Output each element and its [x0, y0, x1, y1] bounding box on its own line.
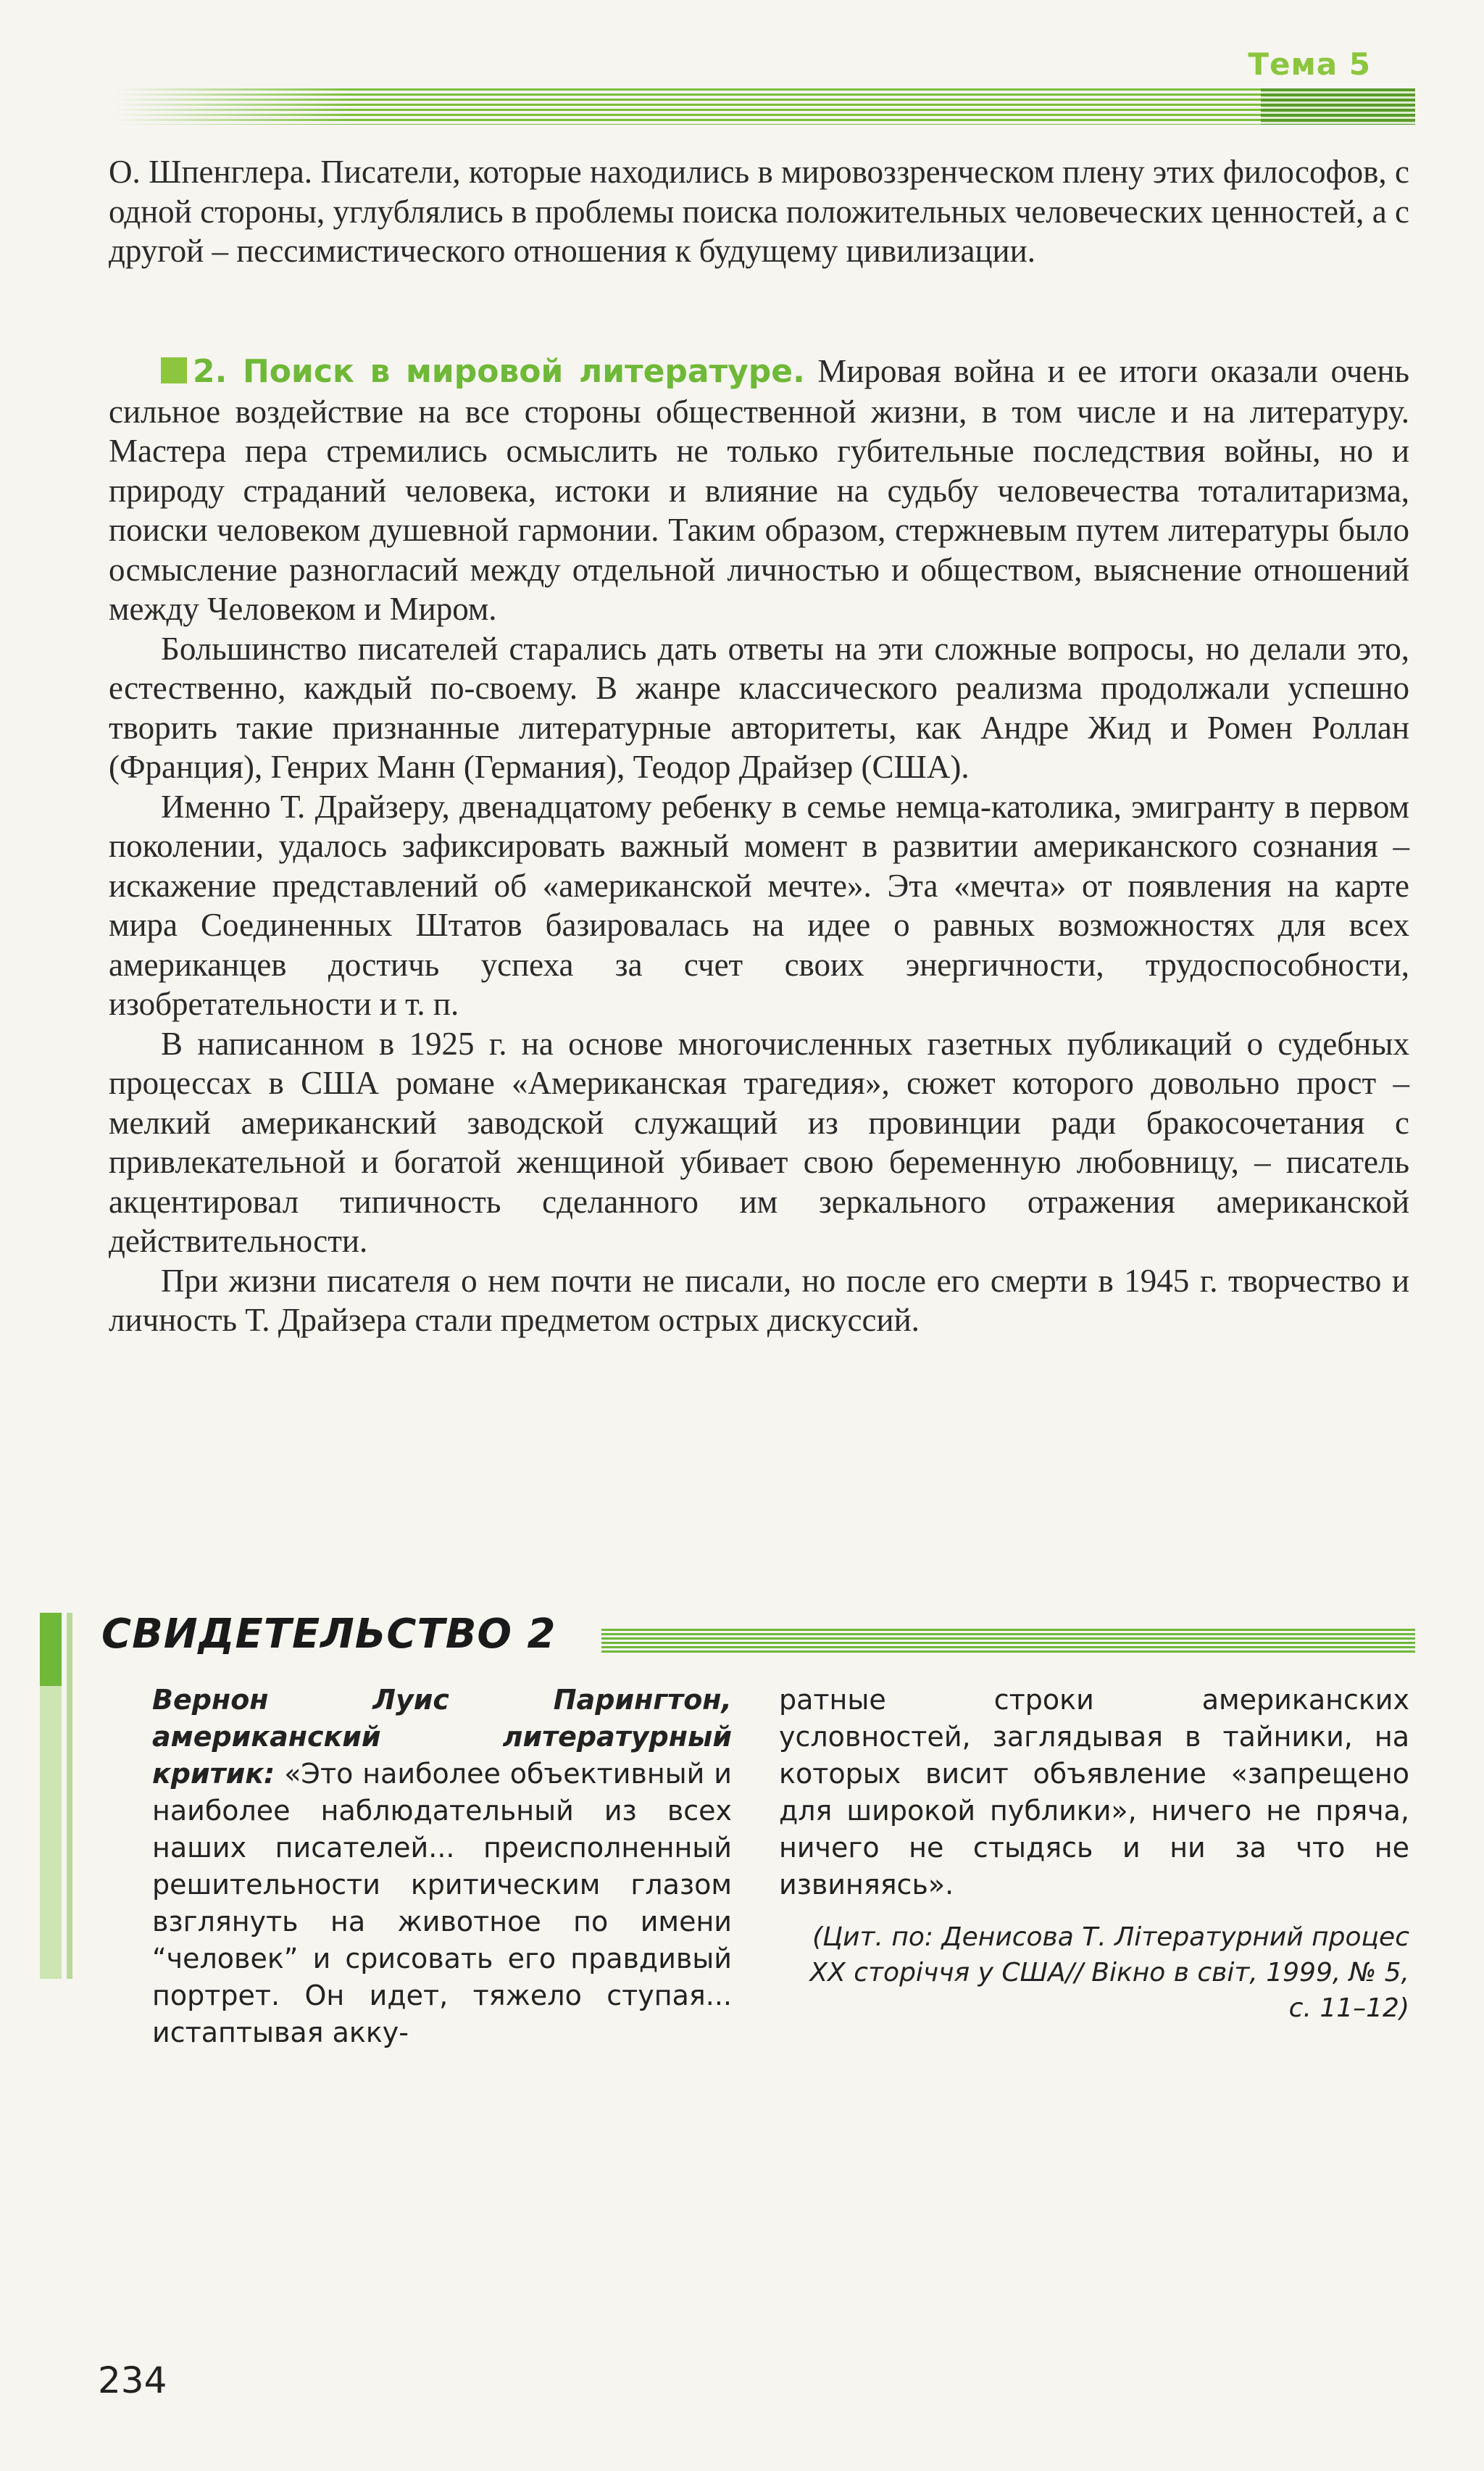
top-paragraph-block — [109, 152, 1409, 271]
testimony-author: Вернон Луис Парингтон, американский литературный критик: — [152, 1684, 732, 1790]
paragraph: Большинство писателей старались дать ответы на эти сложные вопросы, но делали это, естественно, каждый по-своему. В жанре классического реализма продолжали успешно творить такие признанные литературные авторитеты, как Андре Жид и Ромен Роллан (Франция), Генрих Манн (Германия), Теодор Драйзер (США). — [109, 630, 1409, 785]
header-rule-accent — [1261, 88, 1415, 125]
testimony-column-left — [152, 1682, 732, 2051]
testimony-column-right — [779, 1682, 1409, 2026]
page-number: 234 — [98, 2359, 167, 2401]
testimony-quote-end: ратные строки американских условностей, заглядывая в тайники, на которых висит объявление «запрещено для широкой публики», ничего не пряча, ничего не стыдясь и ни за что не извиняясь». — [779, 1684, 1409, 1901]
testimony-side-bar — [40, 1613, 62, 1979]
section-heading: 2. Поиск в мировой литературе. — [193, 353, 805, 390]
paragraph: При жизни писателя о нем почти не писали, но после его смерти в 1945 г. творчество и личность Т. Драйзера стали предметом острых дискуссий. — [109, 1262, 1409, 1338]
paragraph: В написанном в 1925 г. на основе многочисленных газетных публикаций о судебных процессах в США романе «Американская трагедия», сюжет которого довольно прост – мелкий американский заводской служащий из провинции ради бракосочетания с привлекательной и богатой женщиной убивает свою беременную любовницу, – писатель акцентировал типичность сделанного им зеркального отражения американской действительности. — [109, 1025, 1409, 1259]
green-square-icon — [161, 357, 187, 383]
testimony-quote-start: «Это наиболее объективный и наиболее наблюдательный из всех наших писателей... преисполненный решительности критическим глазом взглянуть на животное по имени “человек” и срисовать его правдивый портрет. Он идет, тяжело ступая... истаптывая акку- — [152, 1758, 732, 2048]
testimony-rule — [601, 1629, 1415, 1653]
paragraph: Именно Т. Драйзеру, двенадцатому ребенку в семье немца-католика, эмигранту в первом поколении, удалось зафиксировать важный момент в развитии американского сознания – искажение представлений об «американской мечте». Эта «мечта» от появления на карте мира Соединенных Штатов базировалась на идее о равных возможностях для всех американцев достичь успеха за счет своих энергичности, трудоспособности, изобретательности и т. п. — [109, 788, 1409, 1022]
testimony-citation: (Цит. по: Денисова Т. Літературний процес XX сторіччя у США// Вікно в світ, 1999, № 5, с. 11–12) — [809, 1922, 1409, 2023]
section-lead-text: Мировая война и ее итоги оказали очень сильное воздействие на все стороны общественной жизни, в том числе и на литературу. Мастера пера стремились осмыслить не только губительные последствия войны, но и природу страданий человека, истоки и влияние на судьбу человечества тоталитаризма, поиски человеком душевной гармонии. Таким образом, стержневым путем литературы было осмысление разногласий между отдельной личностью и обществом, выяснение отношений между Человеком и Миром. — [109, 353, 1409, 627]
paragraph: О. Шпенглера. Писатели, которые находились в мировоззренческом плену этих философов, с одной стороны, углублялись в проблемы поиска положительных человеческих ценностей, а с другой – пессимистического отношения к будущему цивилизации. — [109, 154, 1409, 269]
testimony-side-bar-thin — [67, 1613, 72, 1979]
header-rule — [116, 88, 1415, 125]
testimony-title: СВИДЕТЕЛЬСТВО 2 — [101, 1611, 556, 1658]
section-2 — [109, 352, 1409, 1340]
theme-label: Тема 5 — [1248, 46, 1371, 82]
testimony-quote-left — [152, 1682, 732, 2051]
section-2-lead — [109, 352, 1409, 629]
